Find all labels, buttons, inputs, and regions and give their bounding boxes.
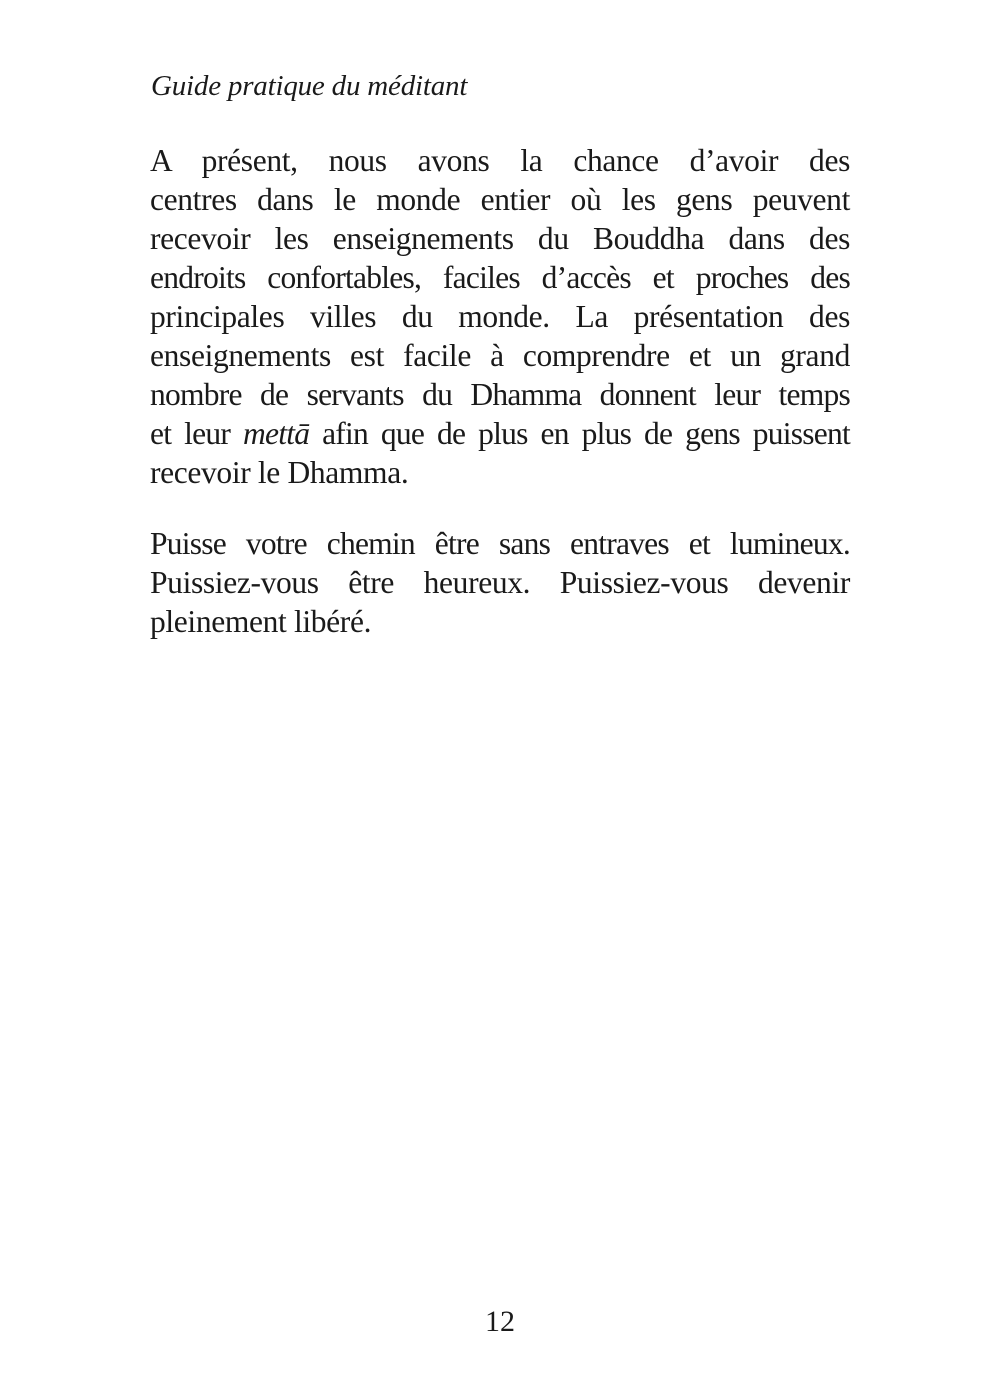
text-segment: et leur [150,416,243,451]
text-line: recevoir le Dhamma. [150,455,409,490]
text-line: Puissiez-vous être heureux. Puissiez-vous devenir [150,565,850,600]
text-line-with-italic [150,414,850,453]
body-paragraph-1 [150,141,850,492]
text-line: Puisse votre chemin être sans entraves et lumineux. [150,526,850,561]
text-line: endroits confortables, faciles d’accès et proches des [150,260,850,295]
running-header-title: Guide pratique du méditant [151,70,468,102]
italic-term-metta: mettā [242,416,310,451]
text-line: centres dans le monde entier où les gens peuvent [150,182,850,217]
text-line: pleinement libéré. [150,604,372,639]
text-line: recevoir les enseignements du Bouddha dans des [150,221,850,256]
text-line: A présent, nous avons la chance d’avoir des [150,143,850,178]
body-paragraph-2 [150,524,850,641]
text-segment: afin que de plus en plus de gens puissent [309,416,850,451]
text-line: enseignements est facile à comprendre et un grand [150,338,850,373]
text-line: principales villes du monde. La présentation des [150,299,850,334]
text-line: nombre de servants du Dhamma donnent leur temps [150,377,850,412]
page-number: 12 [485,1305,515,1338]
